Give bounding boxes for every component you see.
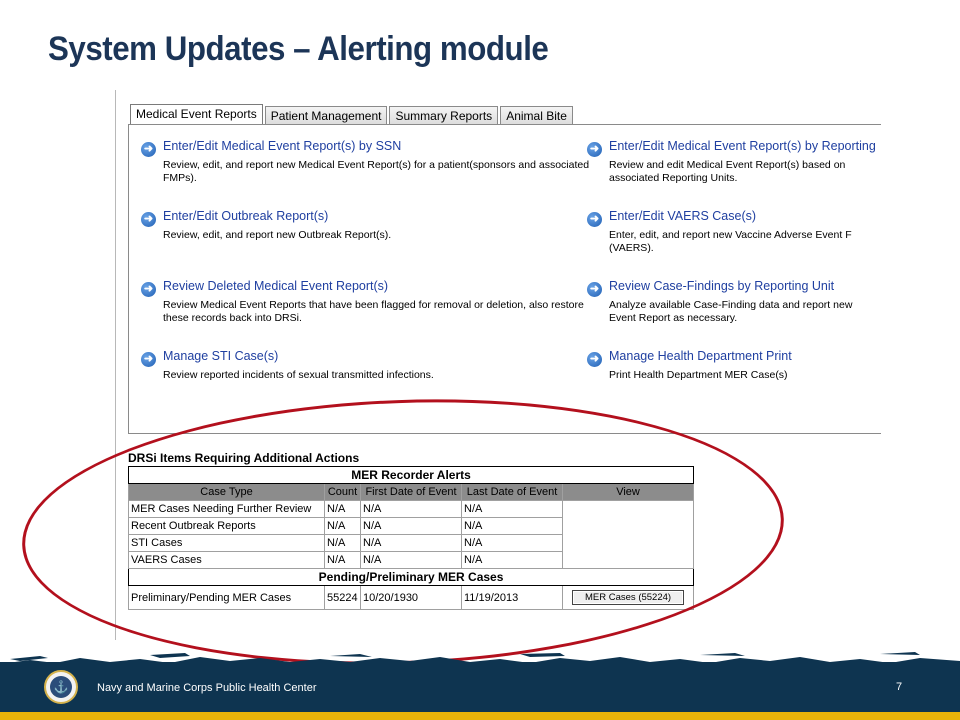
cell-last-date: N/A <box>462 501 563 518</box>
cell-count: N/A <box>325 501 361 518</box>
item-description: Analyze available Case-Finding data and report new Event Report as necessary. <box>609 299 853 324</box>
cell-last-date: N/A <box>462 535 563 552</box>
cell-first-date: N/A <box>361 552 462 569</box>
drsi-app-window <box>128 102 880 434</box>
cell-first-date: N/A <box>361 501 462 518</box>
cell-last-date: N/A <box>462 518 563 535</box>
link-health-dept-print[interactable]: Manage Health Department Print <box>609 349 792 363</box>
tab-patient-management[interactable]: Patient Management <box>265 106 388 125</box>
col-header-view: View <box>563 484 694 501</box>
arrow-right-icon[interactable]: ➜ <box>141 282 156 297</box>
item-description: Review and edit Medical Event Report(s) based on associated Reporting Units. <box>609 159 846 184</box>
anchor-icon: ⚓ <box>50 676 72 698</box>
arrow-right-icon[interactable]: ➜ <box>141 352 156 367</box>
arrow-right-icon[interactable]: ➜ <box>587 212 602 227</box>
view-mer-cases-button[interactable]: MER Cases (55224) <box>572 590 684 605</box>
col-header-last-date: Last Date of Event <box>462 484 563 501</box>
cell-count: 55224 <box>325 586 361 610</box>
cell-last-date: 11/19/2013 <box>462 586 563 610</box>
arrow-right-icon[interactable]: ➜ <box>587 282 602 297</box>
arrow-right-icon[interactable]: ➜ <box>141 212 156 227</box>
link-deleted-mer[interactable]: Review Deleted Medical Event Report(s) <box>163 279 389 293</box>
cell-case-type: VAERS Cases <box>129 552 325 569</box>
col-header-first-date: First Date of Event <box>361 484 462 501</box>
tab-medical-event-reports[interactable]: Medical Event Reports <box>130 104 263 125</box>
item-description: Enter, edit, and report new Vaccine Adverse Event F (VAERS). <box>609 229 852 254</box>
cell-first-date: 10/20/1930 <box>361 586 462 610</box>
arrow-right-icon[interactable]: ➜ <box>587 352 602 367</box>
item-description: Review Medical Event Reports that have been flagged for removal or deletion, also restore these records back into DRSi. <box>163 299 584 324</box>
nmcphc-seal-logo <box>44 670 78 704</box>
footer-org-name: Navy and Marine Corps Public Health Center <box>97 682 317 694</box>
item-description: Print Health Department MER Case(s) <box>609 369 788 381</box>
link-sti[interactable]: Manage STI Case(s) <box>163 349 279 363</box>
link-outbreak[interactable]: Enter/Edit Outbreak Report(s) <box>163 209 329 223</box>
alerts-heading: DRSi Items Requiring Additional Actions <box>128 451 360 465</box>
cell-case-type: Preliminary/Pending MER Cases <box>129 586 325 610</box>
col-header-case-type: Case Type <box>129 484 325 501</box>
cell-count: N/A <box>325 552 361 569</box>
arrow-right-icon[interactable]: ➜ <box>587 142 602 157</box>
cell-case-type: STI Cases <box>129 535 325 552</box>
cell-case-type: Recent Outbreak Reports <box>129 518 325 535</box>
footer-stripe <box>0 712 960 720</box>
section-title-recorder-alerts: MER Recorder Alerts <box>129 467 694 484</box>
item-description: Review, edit, and report new Medical Event Report(s) for a patient(sponsors and associated FMPs). <box>163 159 590 184</box>
cell-first-date: N/A <box>361 535 462 552</box>
tab-panel <box>128 124 881 434</box>
cell-count: N/A <box>325 535 361 552</box>
link-vaers[interactable]: Enter/Edit VAERS Case(s) <box>609 209 757 223</box>
item-description: Review reported incidents of sexual transmitted infections. <box>163 369 434 381</box>
link-mer-by-reporting[interactable]: Enter/Edit Medical Event Report(s) by Reporting <box>609 139 876 153</box>
col-header-count: Count <box>325 484 361 501</box>
section-title-pending: Pending/Preliminary MER Cases <box>129 569 694 586</box>
tab-summary-reports[interactable]: Summary Reports <box>389 106 498 125</box>
page-number: 7 <box>896 681 903 693</box>
cell-count: N/A <box>325 518 361 535</box>
tab-animal-bite[interactable]: Animal Bite <box>500 106 573 125</box>
slide-title: System Updates – Alerting module <box>48 30 549 68</box>
tab-bar <box>130 106 573 125</box>
arrow-right-icon[interactable]: ➜ <box>141 142 156 157</box>
link-case-findings[interactable]: Review Case-Findings by Reporting Unit <box>609 279 835 293</box>
cell-first-date: N/A <box>361 518 462 535</box>
cell-case-type: MER Cases Needing Further Review <box>129 501 325 518</box>
link-mer-by-ssn[interactable]: Enter/Edit Medical Event Report(s) by SSN <box>163 139 402 153</box>
cell-last-date: N/A <box>462 552 563 569</box>
item-description: Review, edit, and report new Outbreak Report(s). <box>163 229 392 241</box>
